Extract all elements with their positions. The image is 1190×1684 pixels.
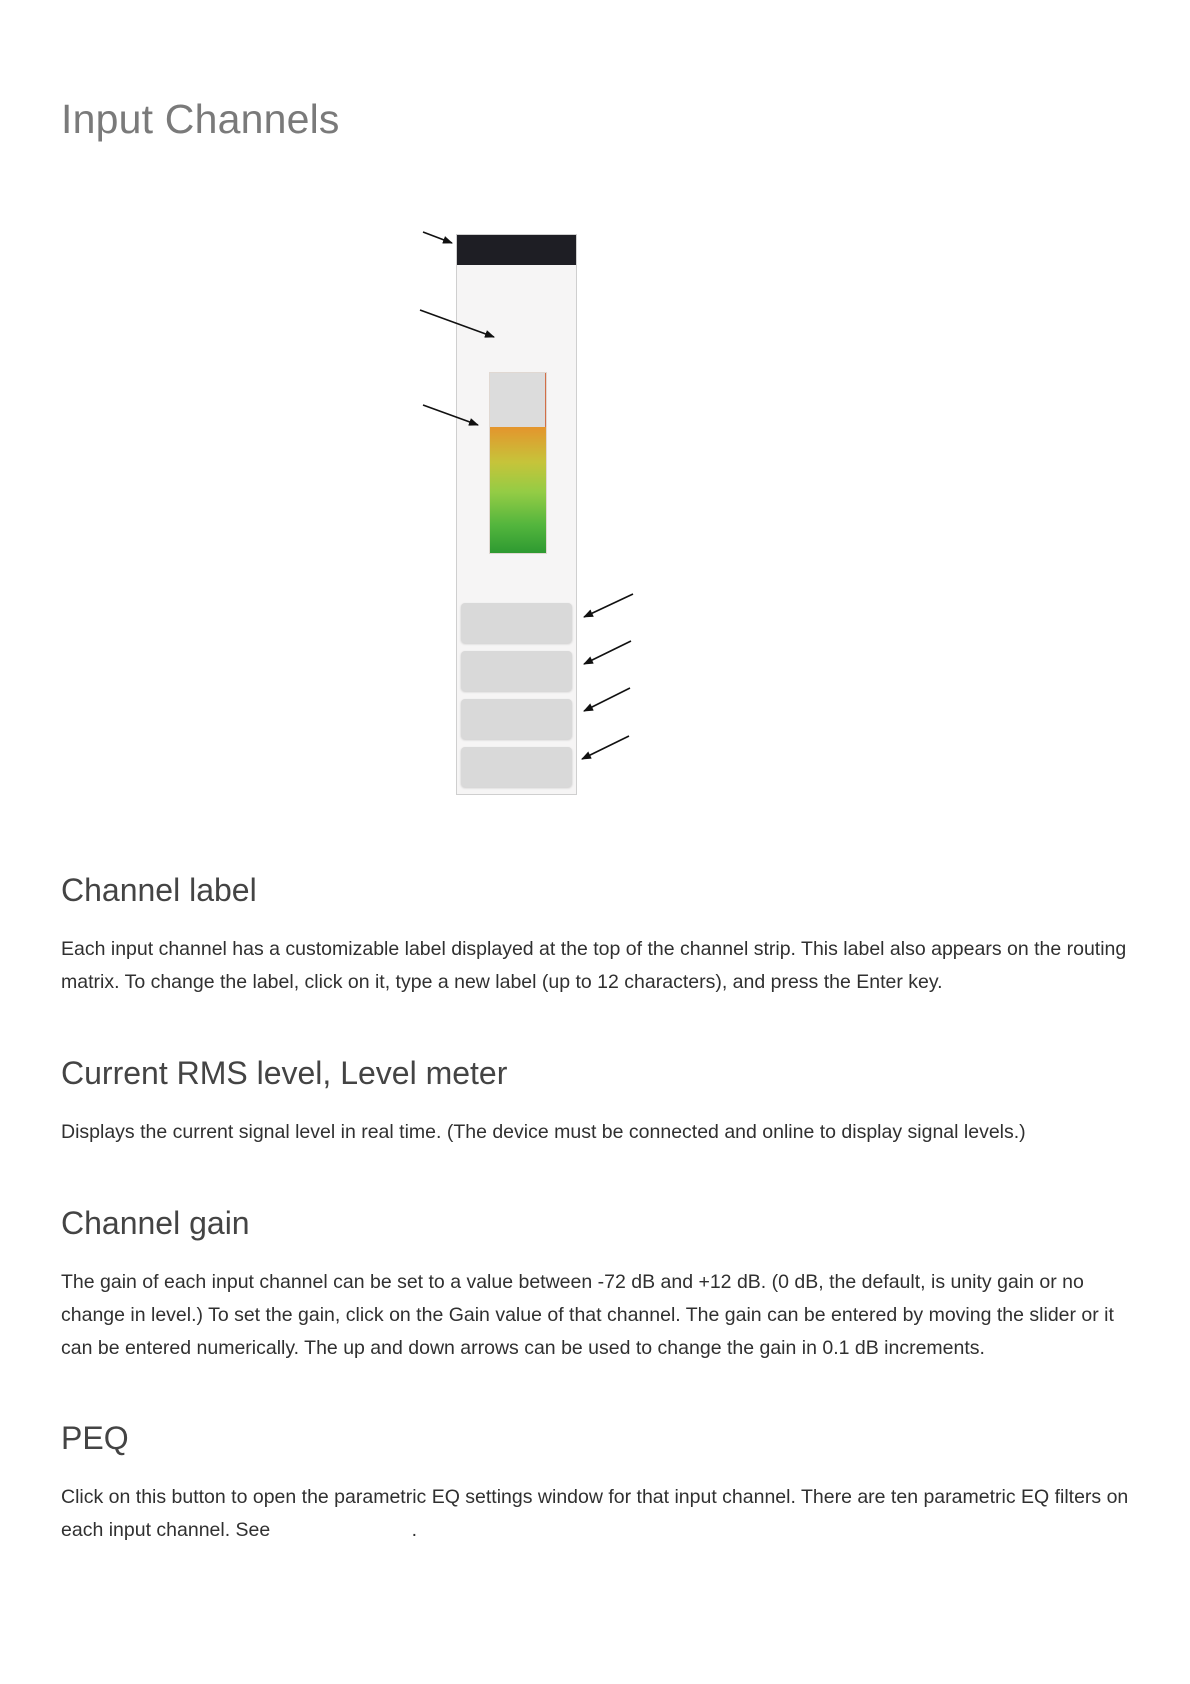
- arrow-button-1: [584, 594, 633, 617]
- section-body-channel-gain: The gain of each input channel can be set to a value between -72 dB and +12 dB. (0 dB, the default, is unity gain or no change in level.) To set the gain, click on the Gain value of that channel. The gain can be entered by moving the slider or it can be entered numerically. The up and down arrows can be used to change the gain in 0.1 dB increments.: [61, 1271, 1114, 1359]
- section-heading-peq: PEQ: [61, 1420, 129, 1456]
- channel-button-2[interactable]: [461, 651, 572, 691]
- channel-button-4[interactable]: [461, 747, 572, 787]
- level-meter-fill: [490, 427, 546, 553]
- section-body-rms-level: Displays the current signal level in real time. (The device must be connected and online to display signal levels.): [61, 1121, 1026, 1143]
- page-title: Input Channels: [61, 96, 340, 142]
- peq-body-end: .: [411, 1519, 418, 1541]
- section-heading-channel-gain: Channel gain: [61, 1205, 250, 1241]
- channel-button-3[interactable]: [461, 699, 572, 739]
- level-meter-empty: [490, 373, 546, 427]
- arrow-button-2: [584, 641, 631, 664]
- section-body-channel-label: Each input channel has a customizable label displayed at the top of the channel strip. This label also appears on the routing matrix. To change the label, click on it, type a new label (up to 12 characters), and press the Enter key.: [61, 938, 1127, 993]
- peq-body-text: Click on this button to open the parametric EQ settings window for that input channel. There are ten parametric EQ filters on each input channel. See: [61, 1486, 1129, 1541]
- arrow-channel-label: [423, 232, 452, 243]
- channel-button-1[interactable]: [461, 603, 572, 643]
- arrow-button-4: [582, 736, 629, 759]
- section-heading-channel-label: Channel label: [61, 872, 257, 908]
- channel-strip: [456, 234, 577, 795]
- channel-label-bar[interactable]: [457, 235, 576, 265]
- section-heading-rms-level: Current RMS level, Level meter: [61, 1055, 508, 1091]
- arrow-button-3: [584, 688, 630, 711]
- section-body-peq: [61, 1481, 1141, 1547]
- level-meter: [489, 372, 547, 554]
